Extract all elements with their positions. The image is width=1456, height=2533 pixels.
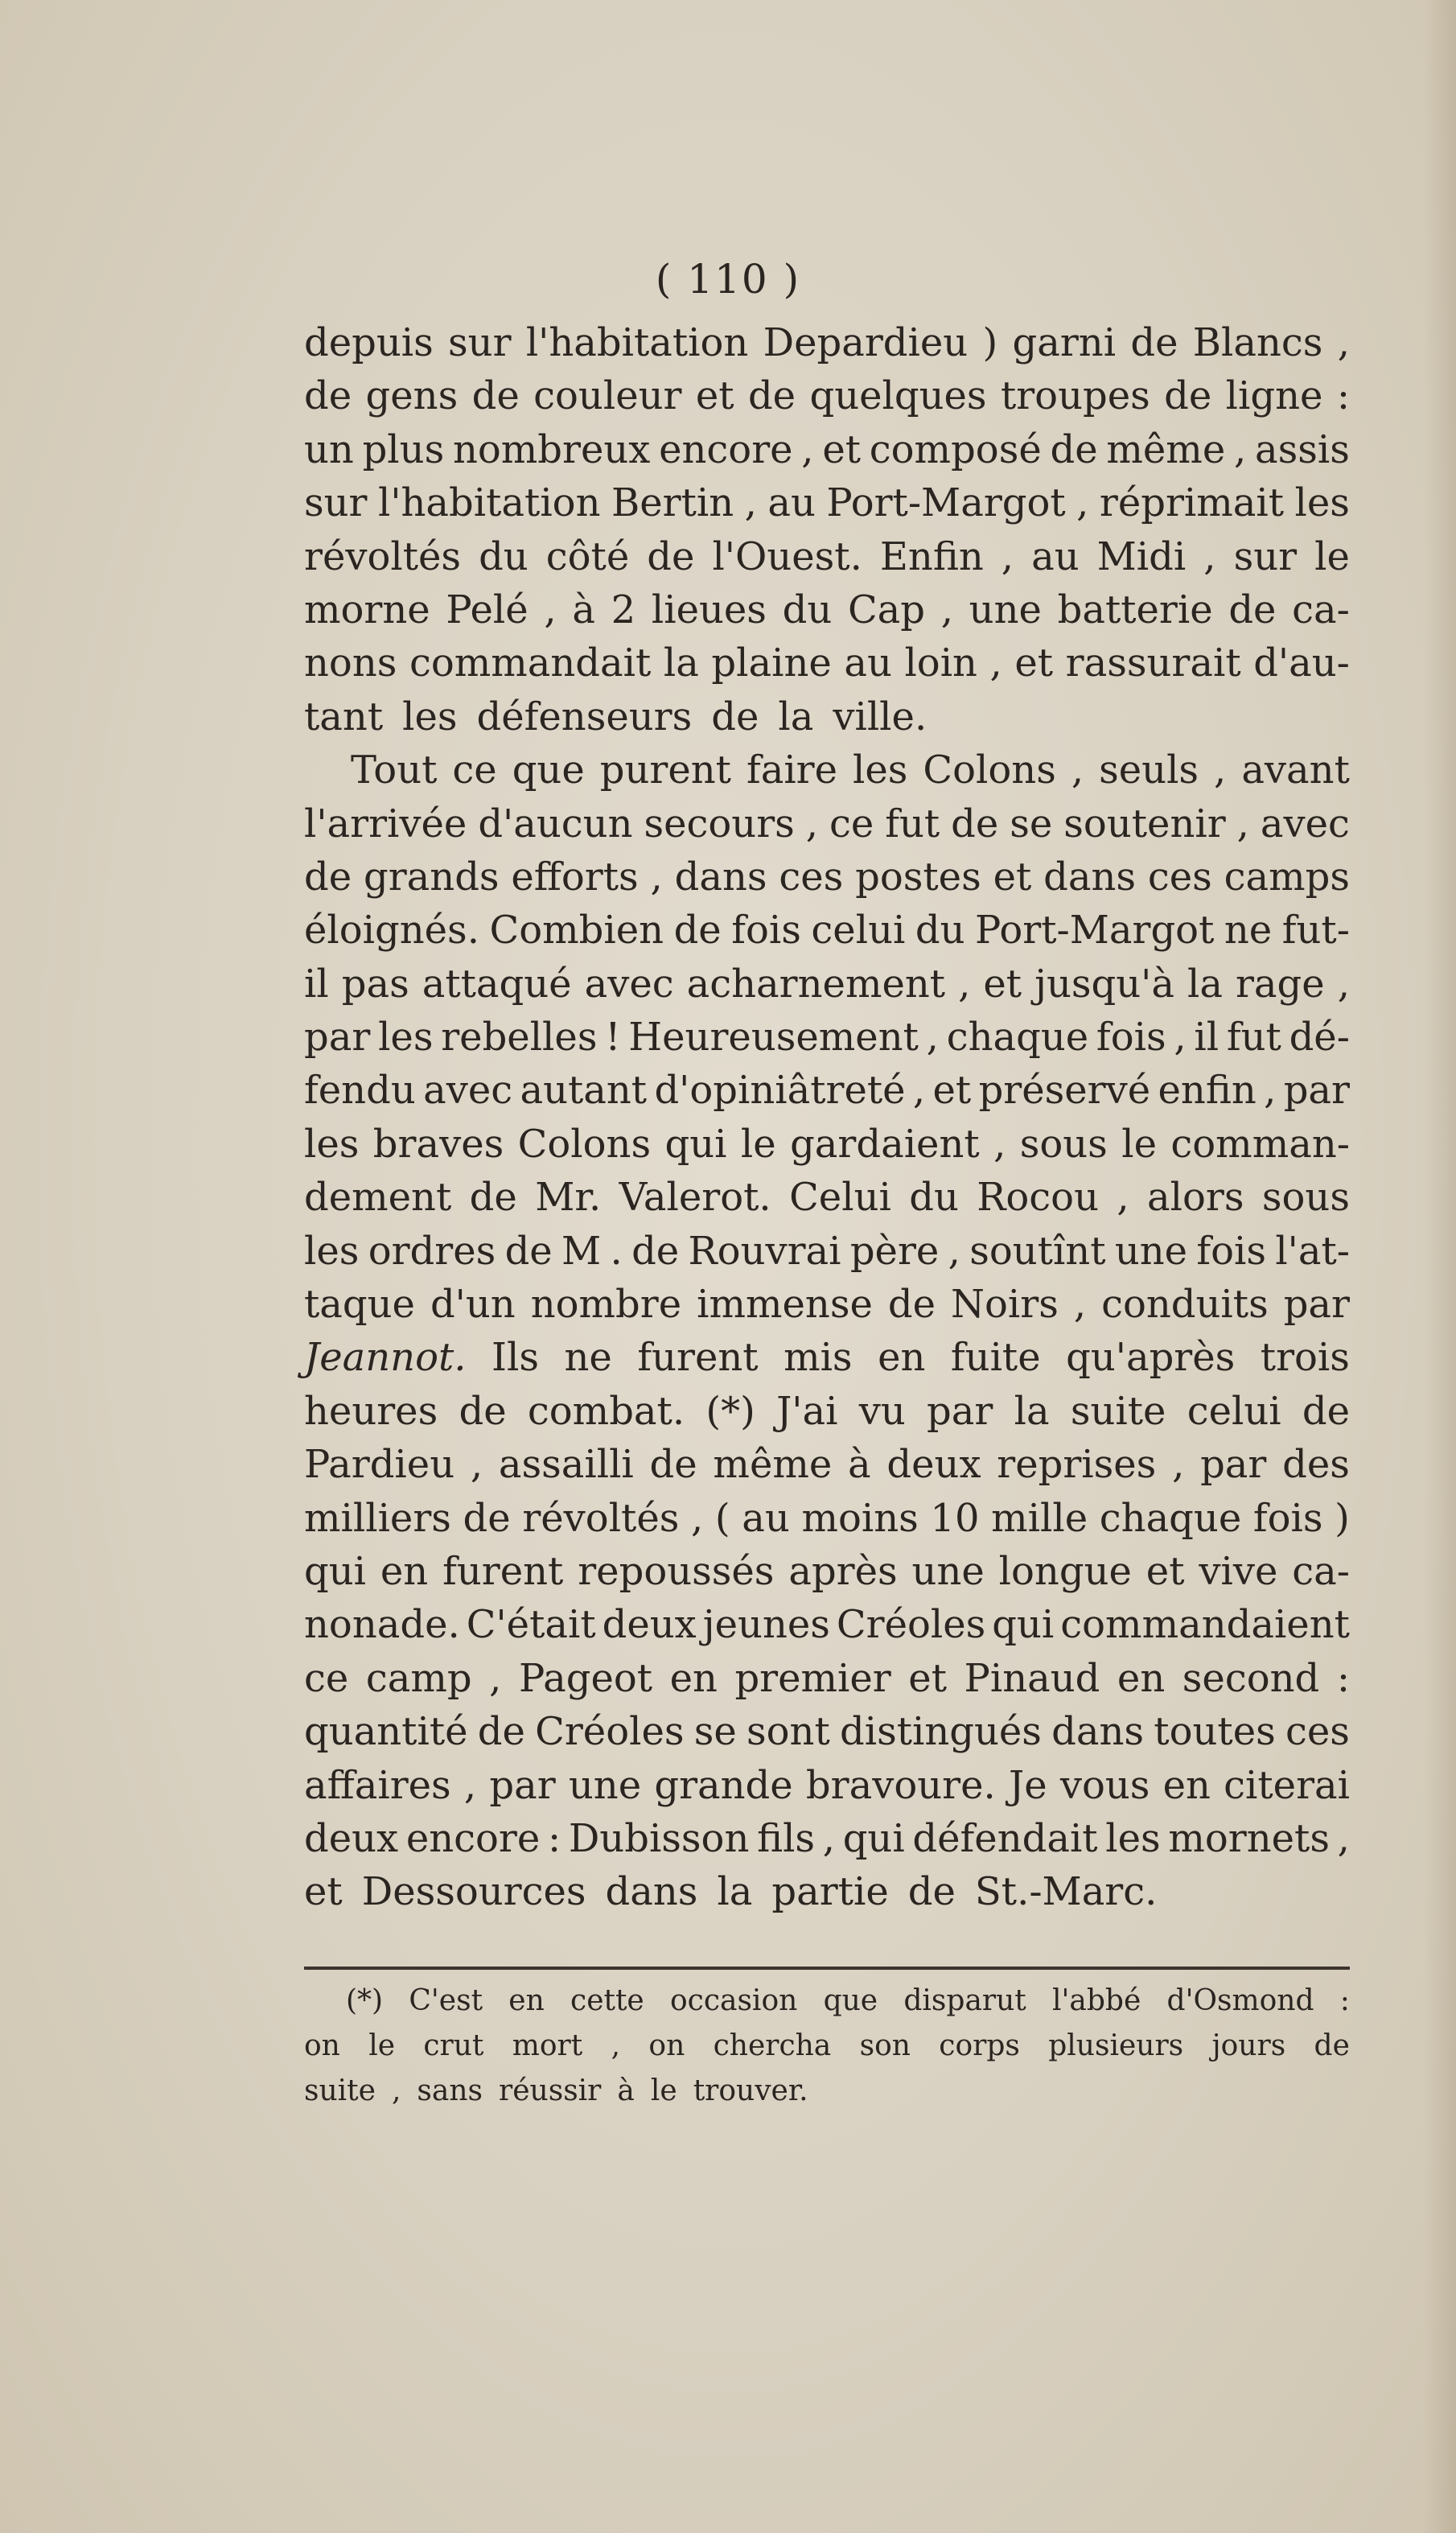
footnote-line: suite , sans réussir à le trouver. (304, 2074, 808, 2107)
text-line: quantité de Créoles se sont distingués dans toutes ces (304, 1709, 1350, 1755)
text-line: nonade. C'était deux jeunes Créoles qui commandaient (304, 1602, 1350, 1648)
text-line: de grands efforts , dans ces postes et dans ces camps (304, 854, 1350, 900)
body-text (304, 320, 1350, 1923)
text-line: l'arrivée d'aucun secours , ce fut de se soutenir , avec (304, 801, 1350, 846)
text-line: tant les défenseurs de la ville. (304, 694, 927, 739)
footnote (304, 1984, 1350, 2119)
text-line: de gens de couleur et de quelques troupes de ligne : (304, 373, 1350, 419)
text-line: un plus nombreux encore , et composé de même , assis (304, 426, 1350, 472)
text-line: depuis sur l'habitation Depardieu ) garni de Blancs , (304, 320, 1350, 365)
page-number: ( 110 ) (655, 256, 801, 303)
text-line: Tout ce que purent faire les Colons , seuls , avant (351, 748, 1350, 793)
text-line: les ordres de M . de Rouvrai père , soutînt une fois l'at- (304, 1228, 1350, 1274)
text-line: Jeannot. Ils ne furent mis en fuite qu'après trois (304, 1335, 1350, 1381)
text-line: deux encore : Dubisson fils , qui défendait les mornets , (304, 1815, 1350, 1861)
text-line: milliers de révoltés , ( au moins 10 mille chaque fois ) (304, 1495, 1350, 1541)
text-line: heures de combat. (*) J'ai vu par la suite celui de (304, 1388, 1350, 1434)
footnote-separator (304, 1967, 1350, 1970)
text-line: les braves Colons qui le gardaient , sous le comman- (304, 1121, 1350, 1167)
text-line: qui en furent repoussés après une longue et vive ca- (304, 1548, 1350, 1594)
text-line: et Dessources dans la partie de St.-Marc. (304, 1869, 1158, 1915)
text-line: affaires , par une grande bravoure. Je vous en citerai (304, 1762, 1350, 1808)
text-line: éloignés. Combien de fois celui du Port-Margot ne fut- (304, 908, 1350, 953)
text-line: morne Pelé , à 2 lieues du Cap , une batterie de ca- (304, 587, 1350, 632)
text-line: taque d'un nombre immense de Noirs , conduits par (304, 1282, 1350, 1328)
footnote-line: (*) C'est en cette occasion que disparut l'abbé d'Osmond : (346, 1984, 1350, 2017)
text-line: nons commandait la plaine au loin , et rassurait d'au- (304, 640, 1350, 686)
page-edge-shadow (1424, 0, 1456, 2533)
footnote-line: on le crut mort , on chercha son corps plusieurs jours de (304, 2029, 1350, 2062)
text-line: dement de Mr. Valerot. Celui du Rocou , alors sous (304, 1175, 1350, 1221)
text-line: il pas attaqué avec acharnement , et jusqu'à la rage , (304, 961, 1350, 1007)
text-line: révoltés du côté de l'Ouest. Enfin , au Midi , sur le (304, 533, 1350, 579)
text-line: Pardieu , assailli de même à deux reprises , par des (304, 1442, 1350, 1488)
text-line: ce camp , Pageot en premier et Pinaud en second : (304, 1655, 1350, 1701)
text-line: par les rebelles ! Heureusement , chaque fois , il fut dé- (304, 1015, 1350, 1061)
text-line: fendu avec autant d'opiniâtreté , et préservé enfin , par (304, 1068, 1350, 1114)
text-line: sur l'habitation Bertin , au Port-Margot , réprimait les (304, 480, 1350, 526)
